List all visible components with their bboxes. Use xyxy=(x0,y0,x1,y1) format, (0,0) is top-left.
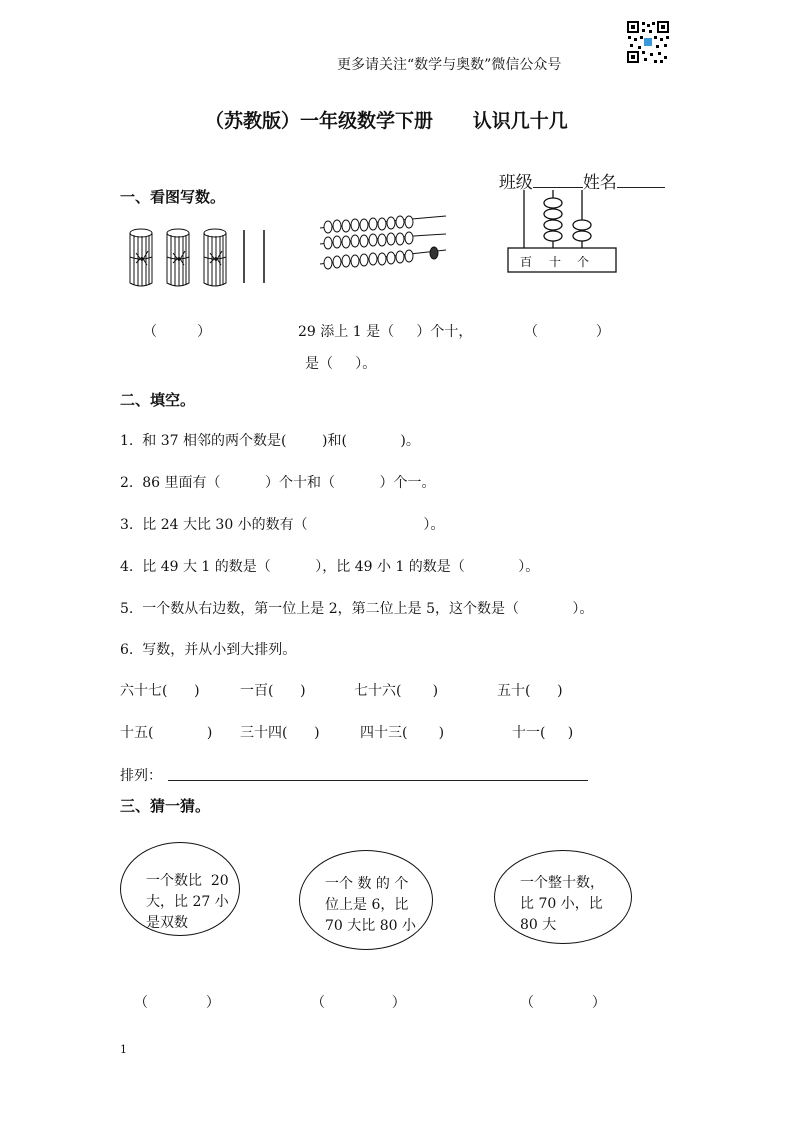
number-word-5[interactable]: 十五( ) xyxy=(120,725,213,741)
number-word-3[interactable]: 七十六( ) xyxy=(354,683,439,699)
question-beads-line1: 29 添上 1 是（ ）个十， xyxy=(298,324,473,340)
number-word-1[interactable]: 六十七( ) xyxy=(120,683,200,699)
sort-answer-line[interactable] xyxy=(168,780,588,781)
riddle-answer-1[interactable]: （ ） xyxy=(134,995,220,1011)
section2-heading: 二、填空。 xyxy=(120,391,196,409)
stick-bundle-3 xyxy=(204,229,226,286)
name-label: 姓名 xyxy=(582,173,617,193)
bead-strings-illustration xyxy=(316,214,452,276)
abacus-illustration xyxy=(506,186,618,276)
section3-heading: 三、猜一猜。 xyxy=(120,797,211,815)
name-field[interactable] xyxy=(617,173,665,188)
fill-item-4[interactable]: 4. 比 49 大 1 的数是（ ），比 49 小 1 的数是（ ）。 xyxy=(120,559,540,575)
riddle-1-line3: 是双数 xyxy=(146,915,188,931)
abacus-label-ones: 个 xyxy=(577,255,590,269)
fill-item-5[interactable]: 5. 一个数从右边数，第一位上是 2，第二位上是 5，这个数是（ ）。 xyxy=(120,601,594,617)
stick-bundles-illustration xyxy=(126,225,276,291)
riddle-2-line3: 70 大比 80 小 xyxy=(325,918,416,934)
abacus-label-hundreds: 百 xyxy=(520,255,533,269)
page-title: （苏教版）一年级数学下册 认识几十几 xyxy=(205,110,568,132)
fill-item-6: 6. 写数，并从小到大排列。 xyxy=(120,642,297,658)
riddle-2-line2: 位上是 6，比 xyxy=(325,897,409,913)
sort-label: 排列： xyxy=(120,768,162,784)
number-word-4[interactable]: 五十( ) xyxy=(497,683,563,699)
riddle-3-line2: 比 70 小，比 xyxy=(520,896,603,912)
riddle-1-line1: 一个数比 20 xyxy=(146,873,229,889)
abacus-label-tens: 十 xyxy=(549,255,562,269)
riddle-3-line3: 80 大 xyxy=(520,917,557,933)
section1-heading: 一、看图写数。 xyxy=(120,188,226,206)
header-note: 更多请关注“数学与奥数”微信公众号 xyxy=(337,57,562,73)
answer-blank-sticks[interactable]: （ ） xyxy=(143,324,212,340)
page-number: 1 xyxy=(120,1043,127,1056)
fill-item-3[interactable]: 3. 比 24 大比 30 小的数有（ ）。 xyxy=(120,517,445,533)
answer-blank-abacus[interactable]: （ ） xyxy=(524,324,610,340)
stick-bundle-2 xyxy=(167,229,189,286)
riddle-answer-3[interactable]: （ ） xyxy=(520,995,606,1011)
class-label: 班级 xyxy=(498,173,533,193)
stick-bundle-1 xyxy=(130,229,152,286)
question-beads-line2: 是（ ）。 xyxy=(305,356,377,372)
number-word-6[interactable]: 三十四( ) xyxy=(240,725,320,741)
number-word-8[interactable]: 十一( ) xyxy=(512,725,574,741)
fill-item-2[interactable]: 2. 86 里面有（ ）个十和（ ）个一。 xyxy=(120,475,436,491)
number-word-2[interactable]: 一百( ) xyxy=(240,683,306,699)
riddle-3-line1: 一个整十数， xyxy=(520,875,604,891)
fill-item-1[interactable]: 1. 和 37 相邻的两个数是( )和( )。 xyxy=(120,433,420,449)
riddle-1-line2: 大，比 27 小 xyxy=(146,894,229,910)
number-word-7[interactable]: 四十三( ) xyxy=(360,725,445,741)
riddle-2-line1: 一个 数 的 个 xyxy=(325,876,409,892)
riddle-answer-2[interactable]: （ ） xyxy=(311,995,406,1011)
qr-code-icon xyxy=(626,20,670,64)
